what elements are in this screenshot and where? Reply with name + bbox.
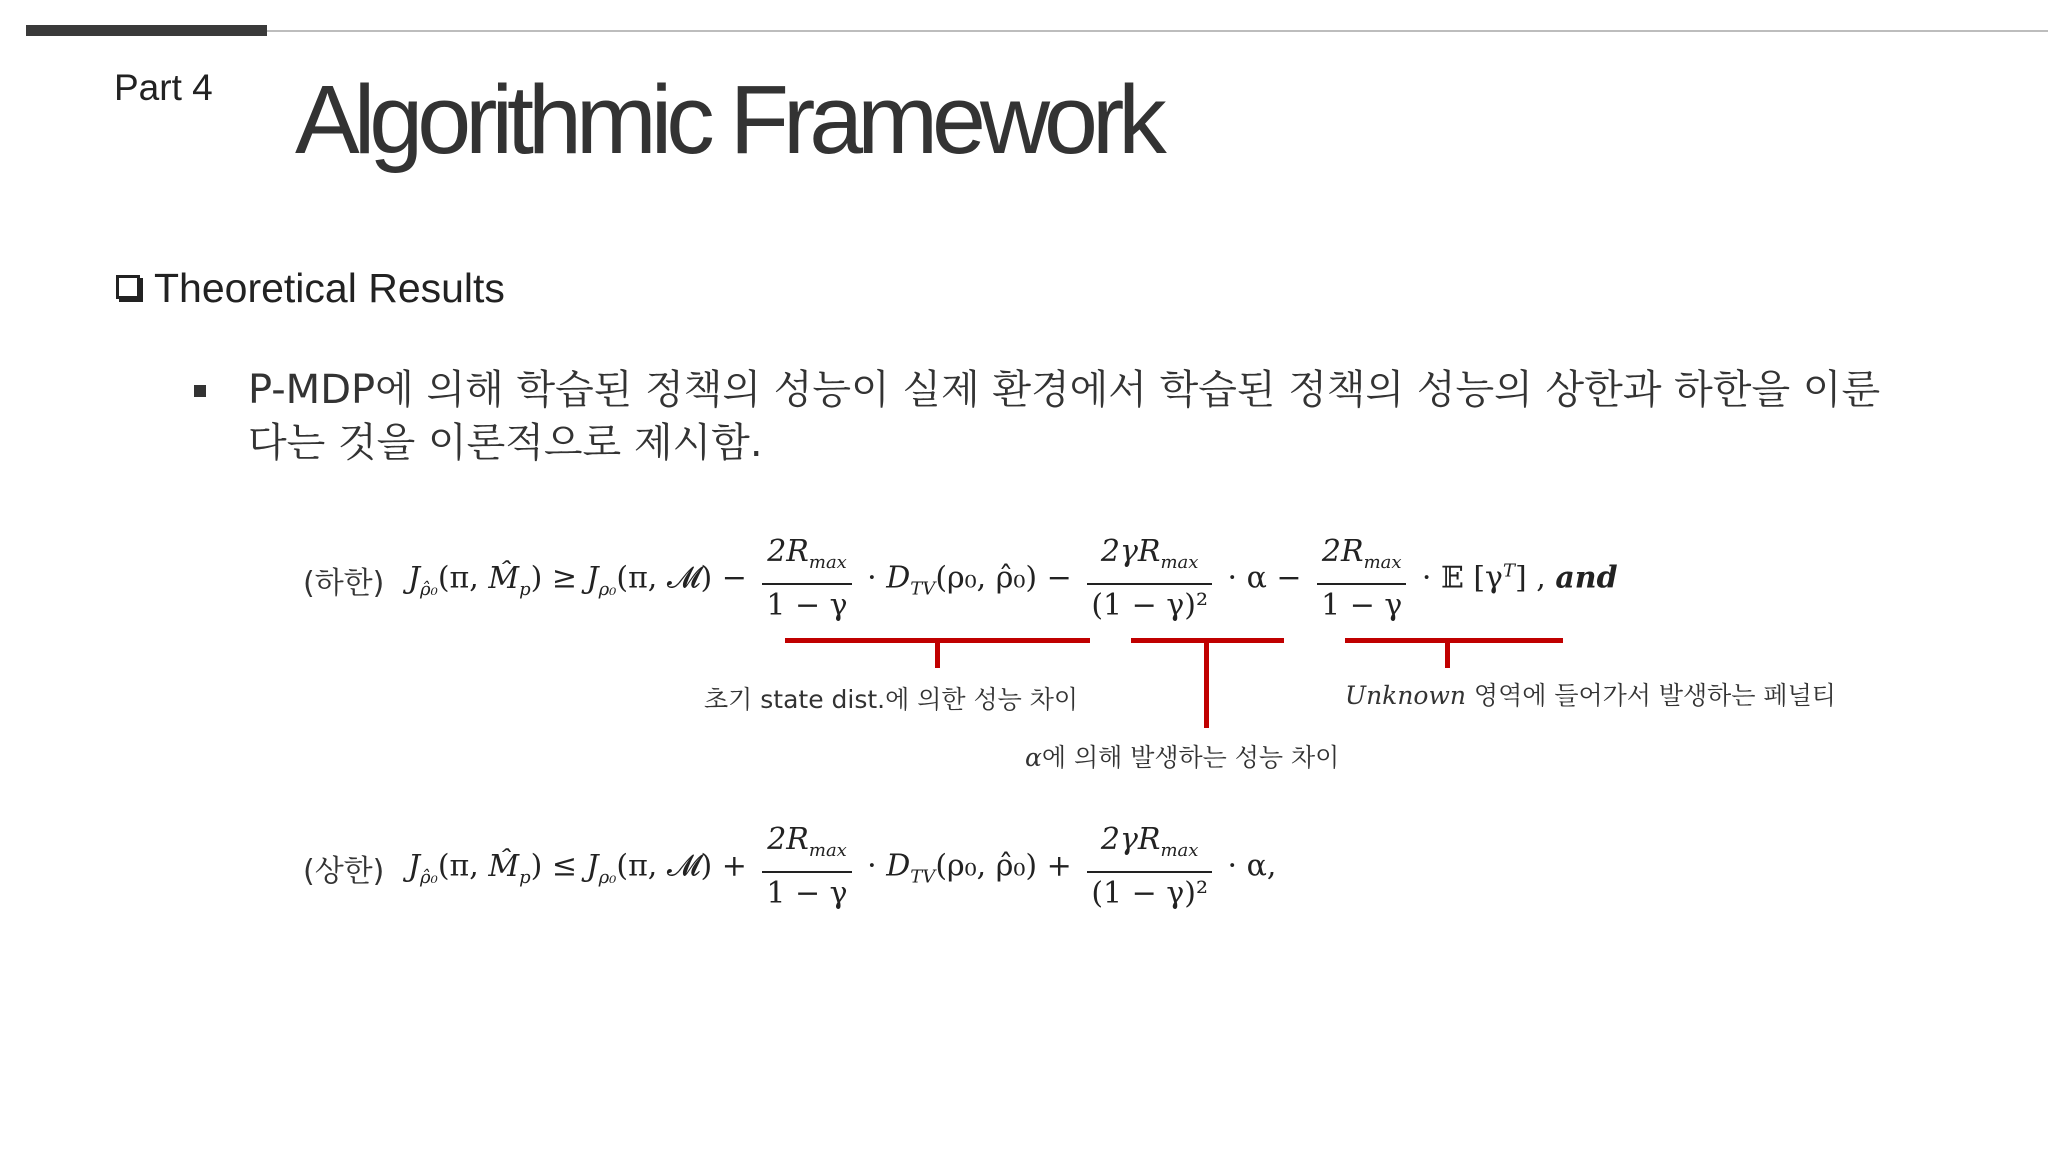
section-heading [116,265,505,312]
brace-initial-dist-tick [935,638,940,668]
annotation-initial-dist: 초기 state dist.에 의한 성능 차이 [704,685,1079,714]
upper-bound-label: (상한) [303,854,385,889]
header-accent-bar [26,25,267,36]
part-label: Part 4 [114,67,213,108]
lower-frac-3: $\frac{2R_{max}}{1 - \gamma}$ [1317,532,1406,627]
slide-title: Algorithmic Framework [295,65,1161,174]
bullet-text: P-MDP에 의해 학습된 정책의 성능이 실제 환경에서 학습된 정책의 성능의 상한과 하한을 이룬다는 것을 이론적으로 제시함. [248,367,1881,466]
lower-bound-formula: $J_{\rhô_0}(\pi$, $M̂_p) \ge J_{\rho_0}(\pi$, 𝓜) − $\frac{2R_{max}}{1 - \gamma}$ · $D_{TV}(\rho_0$, ρ̂₀) − $\frac{2\gamma R_{max}}{\text{(1 − γ)²}}$ · α − $\frac{2R_{max}}{1 - \gamma}$ · 𝔼 $[\gamma^T]$ , and [408,532,1618,627]
checkbox-bullet-icon [116,275,140,299]
upper-frac-1: $\frac{2R_{max}}{1 - \gamma}$ [762,820,851,915]
square-bullet-icon [194,385,206,397]
header-rule [267,30,2048,32]
annotation-alpha-gap: α에 의해 발생하는 성능 차이 [1025,743,1340,772]
annotation-unknown-penalty: Unknown 영역에 들어가서 발생하는 페널티 [1345,681,1836,710]
brace-unknown-tick [1445,638,1450,668]
section-heading-text: Theoretical Results [154,265,505,311]
upper-bound-formula: $J_{\rhô_0}(\pi$, $M̂_p) \le J_{\rho_0}(\pi$, 𝓜) + $\frac{2R_{max}}{1 - \gamma}$ · $D_{TV}(\rho_0$, ρ̂₀) + $\frac{2\gamma R_{max}}{\text{(1 − γ)²}}$ · α, [408,820,1276,915]
lower-frac-2: $\frac{2\gamma R_{max}}{\text{(1 − γ)²}}$ [1087,532,1212,627]
brace-unknown [1345,638,1563,643]
upper-frac-2: $\frac{2\gamma R_{max}}{\text{(1 − γ)²}}$ [1087,820,1212,915]
brace-alpha-tick [1204,638,1209,728]
lower-bound-label: (하한) [303,566,385,601]
lower-frac-1: $\frac{2R_{max}}{1 - \gamma}$ [762,532,851,627]
